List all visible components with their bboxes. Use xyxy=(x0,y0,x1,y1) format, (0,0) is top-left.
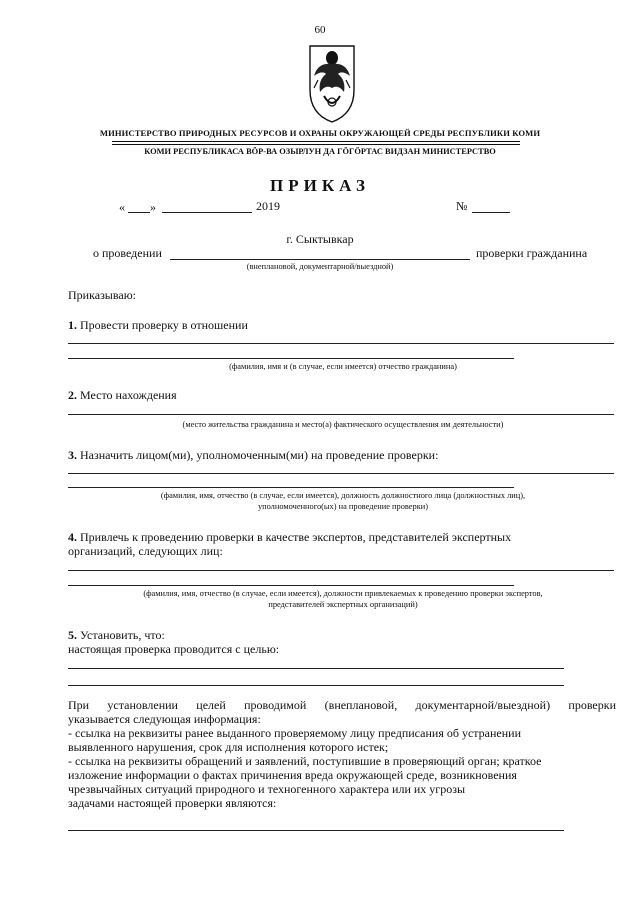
info-line-4: выявленного нарушения, срок для исполнения которого истек; xyxy=(68,740,389,754)
item-3-caption-2: уполномоченного(ых) на проведение проверки) xyxy=(257,502,429,511)
item-2: 2. Место нахождения xyxy=(68,388,177,402)
item-4-caption-2: представителей экспертных организаций) xyxy=(268,600,418,609)
item-4-blank-1 xyxy=(68,570,614,571)
tasks-blank xyxy=(68,830,564,831)
date-open-quote: « xyxy=(119,200,125,214)
coat-of-arms-emblem xyxy=(304,40,360,126)
info-line-5: - ссылка на реквизиты обращений и заявлений, поступившие в проверяющий орган; краткое xyxy=(68,754,542,768)
item-4-caption-1: (фамилия, имя, отчество (в случае, если имеется), должности привлекаемых к проведению проверки экспертов, xyxy=(143,589,543,598)
item-2-blank xyxy=(68,414,614,415)
page-number: 60 xyxy=(314,24,326,36)
document-title: ПРИКАЗ xyxy=(270,176,370,195)
day-blank xyxy=(128,212,150,213)
item-5-blank-1 xyxy=(68,668,564,669)
info-paragraph xyxy=(68,698,616,810)
order-word: Приказываю: xyxy=(68,288,136,302)
item-3-caption-1: (фамилия, имя, отчество (в случае, если имеется), должность должностного лица (должностных лиц), xyxy=(160,491,526,500)
item-1-caption: (фамилия, имя и (в случае, если имеется) отчество гражданина) xyxy=(229,362,457,371)
subject-suffix: проверки гражданина xyxy=(476,246,588,260)
item-5-line-2: настоящая проверка проводится с целью: xyxy=(68,642,280,656)
item-5-line-1: 5. Установить, что: xyxy=(68,628,165,642)
number-sign: № xyxy=(456,199,468,213)
subject-caption: (внеплановой, документарной/выездной) xyxy=(246,262,394,271)
item-1-blank-2 xyxy=(68,358,514,359)
date-year: 2019 xyxy=(256,199,280,213)
item-3-blank-2 xyxy=(68,487,514,488)
item-3: 3. Назначить лицом(ми), уполномоченным(ми) на проведение проверки: xyxy=(68,448,439,462)
item-1-blank-1 xyxy=(68,343,614,344)
subject-prefix: о проведении xyxy=(93,246,162,260)
item-3-blank-1 xyxy=(68,473,614,474)
ministry-name-russian: МИНИСТЕРСТВО ПРИРОДНЫХ РЕСУРСОВ И ОХРАНЫ ОКРУЖАЮЩЕЙ СРЕДЫ РЕСПУБЛИКИ КОМИ xyxy=(99,128,541,138)
header-rule xyxy=(112,141,520,142)
item-1: 1. Провести проверку в отношении xyxy=(68,318,248,332)
info-line-7: чрезвычайных ситуаций природного и техногенного характера или их угрозы xyxy=(68,782,466,796)
order-number-blank xyxy=(472,212,510,213)
ministry-name-komi: КОМИ РЕСПУБЛИКАСА ВӦР-ВА ОЗЫРЛУН ДА ГӦГӦРТАС ВИДЗАН МИНИСТЕРСТВО xyxy=(144,147,496,156)
item-4-line-1: 4. Привлечь к проведению проверки в качестве экспертов, представителей экспертных xyxy=(68,530,512,544)
item-2-caption: (место жительства гражданина и место(а) фактического осуществления им деятельности) xyxy=(182,420,504,429)
item-4-blank-2 xyxy=(68,585,514,586)
info-line-2: указывается следующая информация: xyxy=(68,712,261,726)
info-line-6: изложение информации о фактах причинения вреда окружающей среде, возникновения xyxy=(68,768,517,782)
date-close-quote: » xyxy=(150,200,156,214)
header-rule-thin xyxy=(112,144,520,145)
info-line-8: задачами настоящей проверки являются: xyxy=(68,796,277,810)
item-5-blank-2 xyxy=(68,685,564,686)
info-line-3: - ссылка на реквизиты ранее выданного проверяемому лицу предписания об устранении xyxy=(68,726,522,740)
info-line-1: При установлении целей проводимой (внеплановой, документарной/выездной) проверки xyxy=(68,698,616,712)
subject-blank xyxy=(170,259,470,260)
item-4-line-2: организаций, следующих лиц: xyxy=(68,544,223,558)
city: г. Сыктывкар xyxy=(286,232,354,246)
month-blank xyxy=(162,212,252,213)
